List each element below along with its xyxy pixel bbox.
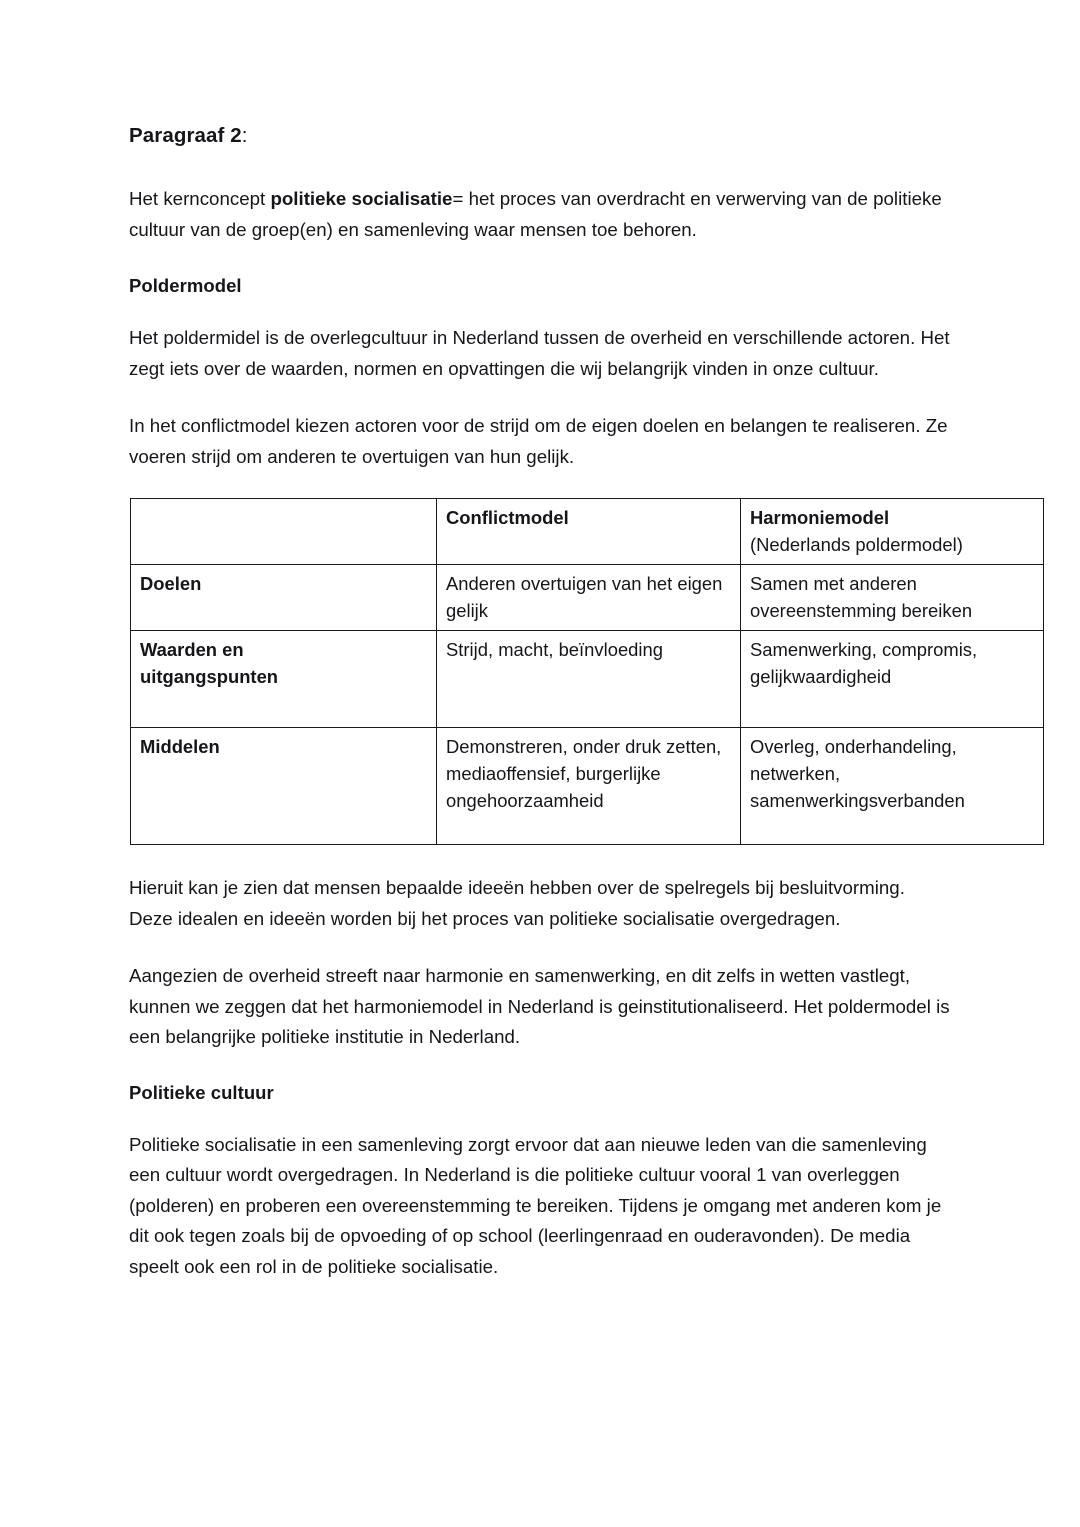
intro-key-term: politieke socialisatie (270, 188, 453, 209)
table-cell-middelen-conflictmodel: Demonstreren, onder druk zetten, mediaoffensief, burgerlijke ongehoorzaamheid (437, 728, 741, 845)
table-header-harmoniemodel (741, 499, 1044, 565)
paragraph-after-table-2: Aangezien de overheid streeft naar harmonie en samenwerking, en dit zelfs in wetten vastlegt, kunnen we zeggen dat het harmoniemodel in Nederland is geinstitutionaliseerd. Het poldermodel is een belangrijke politieke institutie in Nederland. (129, 965, 950, 1047)
table-row-label-doelen: Doelen (131, 565, 437, 631)
intro-before-term: Het kernconcept (129, 188, 271, 209)
table-row-label-middelen: Middelen (131, 728, 437, 845)
table-header-corner-cell (131, 499, 437, 565)
paragraph-politieke-cultuur-1: Politieke socialisatie in een samenleving zorgt ervoor dat aan nieuwe leden van die samenleving een cultuur wordt overgedragen. In Nederland is die politieke cultuur vooral 1 van overleggen (polderen) en proberen een overeenstemming te bereiken. Tijdens je omgang met anderen kom je dit ook tegen zoals bij de opvoeding of op school (leerlingenraad en ouderavonden). De media speelt ook een rol in de politieke socialisatie. (129, 1133, 942, 1277)
paragraph-after-table-1: Hieruit kan je zien dat mensen bepaalde ideeën hebben over de spelregels bij besluitvorming. Deze idealen en ideeën worden bij het proces van politieke socialisatie overgedragen. (129, 877, 905, 929)
paragraph-poldermodel-2: In het conflictmodel kiezen actoren voor de strijd om de eigen doelen en belangen te realiseren. Ze voeren strijd om anderen te overtuigen van hun gelijk. (129, 415, 948, 467)
heading-poldermodel: Poldermodel (129, 275, 242, 296)
table-cell-middelen-harmoniemodel: Overleg, onderhandeling, netwerken, samenwerkingsverbanden (741, 728, 1044, 845)
heading-politieke-cultuur: Politieke cultuur (129, 1081, 274, 1103)
intro-after-term: = het proces van overdracht en verwerving van de politieke cultuur van de groep(en) en samenleving waar mensen toe behoren. (129, 188, 942, 240)
table-cell-waarden-harmoniemodel: Samenwerking, compromis, gelijkwaardigheid (741, 631, 1044, 728)
table-header-harmoniemodel-line1: Harmoniemodel (750, 507, 890, 528)
table-row (131, 631, 1044, 728)
page-title-text: Paragraaf 2 (129, 124, 242, 147)
table-row (131, 565, 1044, 631)
table-row-label-line1: Waarden en (140, 639, 244, 660)
table-header-harmoniemodel-line2: (Nederlands poldermodel) (750, 534, 963, 555)
conflict-harmonie-table (130, 498, 1044, 845)
table-cell-doelen-conflictmodel: Anderen overtuigen van het eigen gelijk (437, 565, 741, 631)
page-title (129, 122, 950, 150)
table-header-row (131, 499, 1044, 565)
paragraph-poldermodel-1: Het poldermidel is de overlegcultuur in Nederland tussen de overheid en verschillende actoren. Het zegt iets over de waarden, normen en opvattingen die wij belangrijk vinden in onze cultuur. (129, 327, 950, 379)
page-title-colon: : (241, 124, 248, 147)
table-row-label-waarden-en-uitgangspunten (131, 631, 437, 728)
table-cell-doelen-harmoniemodel: Samen met anderen overeenstemming bereiken (741, 565, 1044, 631)
table-row (131, 728, 1044, 845)
table-row-label-line2: uitgangspunten (140, 666, 279, 687)
table-cell-waarden-conflictmodel: Strijd, macht, beïnvloeding (437, 631, 741, 728)
table-header-conflictmodel: Conflictmodel (437, 499, 741, 565)
intro-paragraph (129, 184, 950, 245)
